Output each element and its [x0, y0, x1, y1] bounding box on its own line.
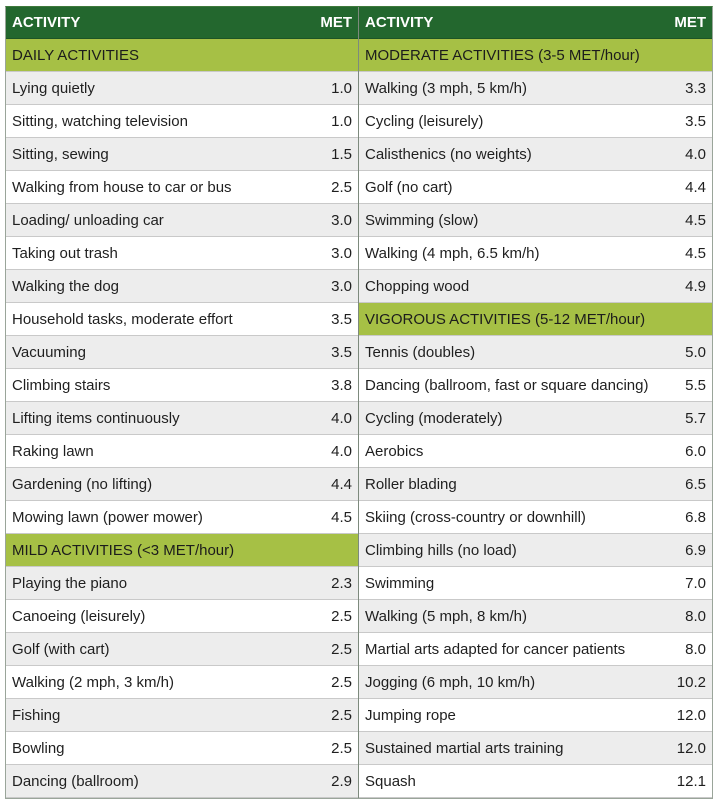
table-row [359, 72, 712, 105]
table-row [359, 666, 712, 699]
activity-name: Walking (2 mph, 3 km/h) [12, 673, 174, 691]
met-activity-table [5, 6, 713, 799]
activity-name: Lifting items continuously [12, 409, 180, 427]
activity-name: Chopping wood [365, 277, 470, 295]
activity-name: Jogging (6 mph, 10 km/h) [365, 673, 536, 691]
table-row [6, 468, 358, 501]
table-row [359, 534, 712, 567]
activity-name: Playing the piano [12, 574, 128, 592]
activity-name: Household tasks, moderate effort [12, 310, 233, 328]
left-met-header: MET [320, 14, 352, 31]
table-row [6, 600, 358, 633]
met-value: 3.8 [331, 376, 352, 394]
met-value: 6.9 [685, 541, 706, 559]
table-row [359, 237, 712, 270]
table-row [359, 600, 712, 633]
activity-name: Vacuuming [12, 343, 86, 361]
table-row [6, 369, 358, 402]
right-column [359, 7, 712, 798]
table-row [6, 435, 358, 468]
activity-name: Golf (with cart) [12, 640, 110, 658]
activity-name: Canoeing (leisurely) [12, 607, 146, 625]
met-value: 2.5 [331, 706, 352, 724]
met-value: 6.0 [685, 442, 706, 460]
left-table-body [6, 39, 358, 798]
activity-name: Skiing (cross-country or downhill) [365, 508, 586, 526]
table-row [6, 105, 358, 138]
table-row [6, 171, 358, 204]
met-value: 1.0 [331, 112, 352, 130]
table-row [359, 204, 712, 237]
left-header-row [6, 7, 358, 39]
met-value: 7.0 [685, 574, 706, 592]
table-row [359, 501, 712, 534]
met-value: 2.5 [331, 607, 352, 625]
met-value: 1.5 [331, 145, 352, 163]
section-title: VIGOROUS ACTIVITIES (5-12 MET/hour) [365, 310, 646, 328]
met-value: 4.4 [685, 178, 706, 196]
activity-name: Walking (5 mph, 8 km/h) [365, 607, 527, 625]
activity-name: Mowing lawn (power mower) [12, 508, 203, 526]
table-row [359, 336, 712, 369]
activity-name: Sitting, watching television [12, 112, 188, 130]
activity-name: Bowling [12, 739, 65, 757]
table-row [6, 72, 358, 105]
met-value: 5.7 [685, 409, 706, 427]
activity-name: Roller blading [365, 475, 457, 493]
met-value: 2.9 [331, 772, 352, 790]
met-value: 2.5 [331, 178, 352, 196]
activity-name: Swimming (slow) [365, 211, 479, 229]
met-value: 1.0 [331, 79, 352, 97]
section-header-row [359, 303, 712, 336]
right-met-header: MET [674, 14, 706, 31]
met-value: 2.5 [331, 739, 352, 757]
activity-name: Lying quietly [12, 79, 95, 97]
activity-name: Sustained martial arts training [365, 739, 564, 757]
met-value: 3.0 [331, 244, 352, 262]
section-header-row [6, 534, 358, 567]
met-value: 10.2 [676, 673, 706, 691]
right-activity-header: ACTIVITY [365, 14, 434, 31]
met-value: 3.3 [685, 79, 706, 97]
table-row [359, 138, 712, 171]
table-row [6, 336, 358, 369]
table-row [6, 204, 358, 237]
section-title: DAILY ACTIVITIES [12, 46, 139, 64]
table-row [6, 501, 358, 534]
section-title: MODERATE ACTIVITIES (3-5 MET/hour) [365, 46, 640, 64]
table-row [6, 237, 358, 270]
table-row [359, 435, 712, 468]
activity-name: Cycling (leisurely) [365, 112, 484, 130]
met-value: 5.0 [685, 343, 706, 361]
activity-name: Walking (4 mph, 6.5 km/h) [365, 244, 540, 262]
table-row [359, 633, 712, 666]
met-value: 4.5 [685, 244, 706, 262]
met-value: 4.9 [685, 277, 706, 295]
table-row [6, 402, 358, 435]
met-value: 4.5 [685, 211, 706, 229]
table-row [359, 567, 712, 600]
met-value: 4.5 [331, 508, 352, 526]
activity-name: Walking (3 mph, 5 km/h) [365, 79, 527, 97]
met-value: 6.8 [685, 508, 706, 526]
table-row [6, 270, 358, 303]
table-row [6, 303, 358, 336]
table-row [359, 171, 712, 204]
left-column [6, 7, 359, 798]
activity-name: Aerobics [365, 442, 424, 460]
table-row [6, 567, 358, 600]
activity-name: Squash [365, 772, 416, 790]
table-row [359, 732, 712, 765]
activity-name: Swimming [365, 574, 435, 592]
activity-name: Walking the dog [12, 277, 120, 295]
activity-name: Sitting, sewing [12, 145, 109, 163]
table-row [6, 765, 358, 798]
section-title: MILD ACTIVITIES (<3 MET/hour) [12, 541, 235, 559]
activity-name: Dancing (ballroom, fast or square dancing) [365, 376, 649, 394]
activity-name: Walking from house to car or bus [12, 178, 232, 196]
met-value: 3.0 [331, 277, 352, 295]
table-row [359, 402, 712, 435]
met-value: 12.1 [676, 772, 706, 790]
met-value: 2.5 [331, 673, 352, 691]
met-value: 12.0 [676, 739, 706, 757]
met-value: 5.5 [685, 376, 706, 394]
section-header-row [359, 39, 712, 72]
activity-name: Golf (no cart) [365, 178, 453, 196]
activity-name: Cycling (moderately) [365, 409, 503, 427]
table-row [359, 105, 712, 138]
table-row [6, 666, 358, 699]
met-value: 8.0 [685, 640, 706, 658]
activity-name: Gardening (no lifting) [12, 475, 153, 493]
met-value: 2.5 [331, 640, 352, 658]
activity-name: Calisthenics (no weights) [365, 145, 532, 163]
activity-name: Fishing [12, 706, 61, 724]
activity-name: Climbing hills (no load) [365, 541, 517, 559]
activity-name: Martial arts adapted for cancer patients [365, 640, 626, 658]
table-row [6, 699, 358, 732]
met-value: 8.0 [685, 607, 706, 625]
activity-name: Taking out trash [12, 244, 118, 262]
table-row [359, 765, 712, 798]
table-row [6, 732, 358, 765]
met-value: 4.0 [331, 409, 352, 427]
activity-name: Climbing stairs [12, 376, 111, 394]
table-row [359, 468, 712, 501]
activity-name: Dancing (ballroom) [12, 772, 139, 790]
table-row [6, 138, 358, 171]
table-row [359, 369, 712, 402]
activity-name: Jumping rope [365, 706, 456, 724]
met-value: 3.5 [331, 343, 352, 361]
met-value: 4.0 [331, 442, 352, 460]
activity-name: Raking lawn [12, 442, 94, 460]
activity-name: Loading/ unloading car [12, 211, 164, 229]
met-value: 3.5 [331, 310, 352, 328]
section-header-row [6, 39, 358, 72]
met-value: 3.5 [685, 112, 706, 130]
right-table-body [359, 39, 712, 798]
activity-name: Tennis (doubles) [365, 343, 476, 361]
table-row [359, 270, 712, 303]
table-row [6, 633, 358, 666]
met-value: 12.0 [676, 706, 706, 724]
met-value: 3.0 [331, 211, 352, 229]
met-value: 2.3 [331, 574, 352, 592]
table-row [359, 699, 712, 732]
right-header-row [359, 7, 712, 39]
met-value: 6.5 [685, 475, 706, 493]
met-value: 4.0 [685, 145, 706, 163]
met-value: 4.4 [331, 475, 352, 493]
left-activity-header: ACTIVITY [12, 14, 81, 31]
